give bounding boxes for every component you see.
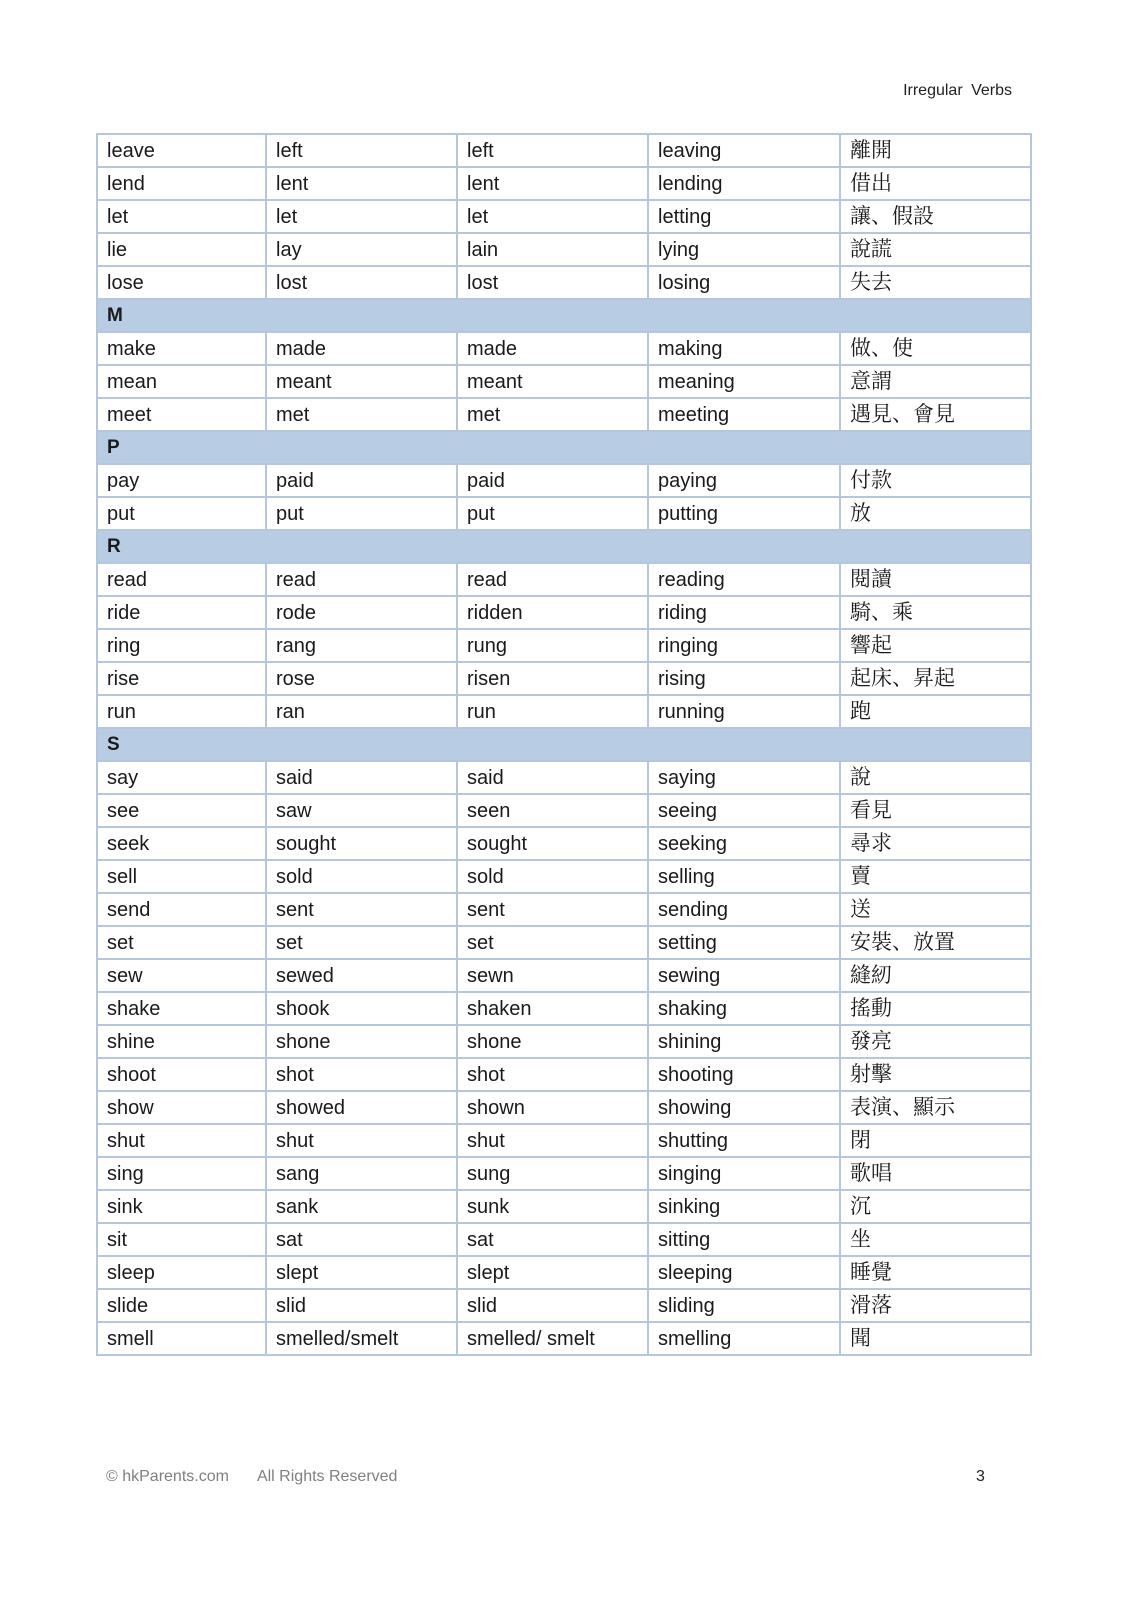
verb-row (97, 365, 1031, 398)
past-tense-cell: put (266, 497, 457, 530)
present-participle-cell: lying (648, 233, 840, 266)
chinese-meaning-cell: 送 (840, 893, 1031, 926)
base-form-cell: smell (97, 1322, 266, 1355)
present-participle-cell: riding (648, 596, 840, 629)
present-participle-cell: saying (648, 761, 840, 794)
chinese-meaning-cell: 表演、顯示 (840, 1091, 1031, 1124)
base-form-cell: set (97, 926, 266, 959)
present-participle-cell: losing (648, 266, 840, 299)
footer-credits (106, 1468, 397, 1486)
past-tense-cell: let (266, 200, 457, 233)
verb-row (97, 1322, 1031, 1355)
past-tense-cell: set (266, 926, 457, 959)
section-letter: S (97, 728, 1031, 761)
irregular-verbs-table (96, 133, 1032, 1356)
chinese-meaning-cell: 遇見、會見 (840, 398, 1031, 431)
past-tense-cell: rose (266, 662, 457, 695)
past-tense-cell: lay (266, 233, 457, 266)
chinese-meaning-cell: 尋求 (840, 827, 1031, 860)
present-participle-cell: ringing (648, 629, 840, 662)
verb-row (97, 827, 1031, 860)
past-participle-cell: left (457, 134, 648, 167)
past-tense-cell: shut (266, 1124, 457, 1157)
base-form-cell: seek (97, 827, 266, 860)
past-participle-cell: shown (457, 1091, 648, 1124)
chinese-meaning-cell: 發亮 (840, 1025, 1031, 1058)
present-participle-cell: sleeping (648, 1256, 840, 1289)
base-form-cell: sew (97, 959, 266, 992)
verb-row (97, 398, 1031, 431)
past-tense-cell: made (266, 332, 457, 365)
present-participle-cell: sinking (648, 1190, 840, 1223)
verb-row (97, 233, 1031, 266)
verb-row (97, 1091, 1031, 1124)
verb-row (97, 1289, 1031, 1322)
section-header-row (97, 530, 1031, 563)
present-participle-cell: leaving (648, 134, 840, 167)
past-tense-cell: ran (266, 695, 457, 728)
past-participle-cell: put (457, 497, 648, 530)
past-tense-cell: paid (266, 464, 457, 497)
base-form-cell: shut (97, 1124, 266, 1157)
base-form-cell: slide (97, 1289, 266, 1322)
base-form-cell: pay (97, 464, 266, 497)
present-participle-cell: sewing (648, 959, 840, 992)
chinese-meaning-cell: 安裝、放置 (840, 926, 1031, 959)
base-form-cell: shine (97, 1025, 266, 1058)
past-participle-cell: shot (457, 1058, 648, 1091)
verb-row (97, 563, 1031, 596)
base-form-cell: sit (97, 1223, 266, 1256)
chinese-meaning-cell: 做、使 (840, 332, 1031, 365)
past-participle-cell: sewn (457, 959, 648, 992)
present-participle-cell: shining (648, 1025, 840, 1058)
present-participle-cell: sitting (648, 1223, 840, 1256)
past-tense-cell: read (266, 563, 457, 596)
chinese-meaning-cell: 搖動 (840, 992, 1031, 1025)
past-participle-cell: paid (457, 464, 648, 497)
verb-row (97, 1058, 1031, 1091)
verb-row (97, 464, 1031, 497)
present-participle-cell: shutting (648, 1124, 840, 1157)
present-participle-cell: seeing (648, 794, 840, 827)
past-participle-cell: ridden (457, 596, 648, 629)
past-tense-cell: sent (266, 893, 457, 926)
chinese-meaning-cell: 跑 (840, 695, 1031, 728)
chinese-meaning-cell: 響起 (840, 629, 1031, 662)
chinese-meaning-cell: 滑落 (840, 1289, 1031, 1322)
present-participle-cell: setting (648, 926, 840, 959)
present-participle-cell: meaning (648, 365, 840, 398)
past-participle-cell: sent (457, 893, 648, 926)
past-participle-cell: sought (457, 827, 648, 860)
chinese-meaning-cell: 歌唱 (840, 1157, 1031, 1190)
past-tense-cell: lost (266, 266, 457, 299)
verb-row (97, 629, 1031, 662)
past-participle-cell: shut (457, 1124, 648, 1157)
past-participle-cell: rung (457, 629, 648, 662)
past-participle-cell: smelled/ smelt (457, 1322, 648, 1355)
past-participle-cell: seen (457, 794, 648, 827)
past-tense-cell: sought (266, 827, 457, 860)
chinese-meaning-cell: 閱讀 (840, 563, 1031, 596)
section-header-row (97, 728, 1031, 761)
verb-row (97, 266, 1031, 299)
past-participle-cell: sunk (457, 1190, 648, 1223)
present-participle-cell: running (648, 695, 840, 728)
verb-row (97, 1025, 1031, 1058)
base-form-cell: see (97, 794, 266, 827)
verb-row (97, 662, 1031, 695)
present-participle-cell: paying (648, 464, 840, 497)
past-participle-cell: sold (457, 860, 648, 893)
verb-row (97, 596, 1031, 629)
base-form-cell: show (97, 1091, 266, 1124)
past-tense-cell: meant (266, 365, 457, 398)
past-tense-cell: shot (266, 1058, 457, 1091)
past-participle-cell: lent (457, 167, 648, 200)
past-participle-cell: said (457, 761, 648, 794)
present-participle-cell: shooting (648, 1058, 840, 1091)
verb-row (97, 1190, 1031, 1223)
present-participle-cell: singing (648, 1157, 840, 1190)
chinese-meaning-cell: 睡覺 (840, 1256, 1031, 1289)
past-participle-cell: run (457, 695, 648, 728)
past-participle-cell: shone (457, 1025, 648, 1058)
past-participle-cell: met (457, 398, 648, 431)
section-header-row (97, 299, 1031, 332)
verb-row (97, 959, 1031, 992)
base-form-cell: put (97, 497, 266, 530)
base-form-cell: send (97, 893, 266, 926)
section-header-row (97, 431, 1031, 464)
base-form-cell: shoot (97, 1058, 266, 1091)
chinese-meaning-cell: 借出 (840, 167, 1031, 200)
present-participle-cell: putting (648, 497, 840, 530)
verb-row (97, 1124, 1031, 1157)
past-tense-cell: sank (266, 1190, 457, 1223)
chinese-meaning-cell: 付款 (840, 464, 1031, 497)
past-tense-cell: shone (266, 1025, 457, 1058)
verb-row (97, 860, 1031, 893)
verb-row (97, 761, 1031, 794)
chinese-meaning-cell: 起床、昇起 (840, 662, 1031, 695)
past-tense-cell: shook (266, 992, 457, 1025)
past-tense-cell: said (266, 761, 457, 794)
chinese-meaning-cell: 射擊 (840, 1058, 1031, 1091)
present-participle-cell: seeking (648, 827, 840, 860)
base-form-cell: sing (97, 1157, 266, 1190)
past-participle-cell: lost (457, 266, 648, 299)
past-participle-cell: set (457, 926, 648, 959)
verb-row (97, 1157, 1031, 1190)
chinese-meaning-cell: 離開 (840, 134, 1031, 167)
past-tense-cell: smelled/smelt (266, 1322, 457, 1355)
base-form-cell: sell (97, 860, 266, 893)
base-form-cell: ride (97, 596, 266, 629)
base-form-cell: mean (97, 365, 266, 398)
chinese-meaning-cell: 看見 (840, 794, 1031, 827)
chinese-meaning-cell: 閉 (840, 1124, 1031, 1157)
past-tense-cell: sewed (266, 959, 457, 992)
past-participle-cell: sat (457, 1223, 648, 1256)
present-participle-cell: showing (648, 1091, 840, 1124)
past-tense-cell: sang (266, 1157, 457, 1190)
present-participle-cell: selling (648, 860, 840, 893)
base-form-cell: sink (97, 1190, 266, 1223)
past-tense-cell: rode (266, 596, 457, 629)
past-tense-cell: met (266, 398, 457, 431)
base-form-cell: meet (97, 398, 266, 431)
page-header-title: Irregular Verbs (903, 82, 1012, 99)
section-letter: R (97, 530, 1031, 563)
past-tense-cell: showed (266, 1091, 457, 1124)
present-participle-cell: sliding (648, 1289, 840, 1322)
chinese-meaning-cell: 失去 (840, 266, 1031, 299)
past-participle-cell: shaken (457, 992, 648, 1025)
past-participle-cell: read (457, 563, 648, 596)
chinese-meaning-cell: 意謂 (840, 365, 1031, 398)
base-form-cell: leave (97, 134, 266, 167)
past-tense-cell: slept (266, 1256, 457, 1289)
verb-row (97, 794, 1031, 827)
chinese-meaning-cell: 說謊 (840, 233, 1031, 266)
past-participle-cell: meant (457, 365, 648, 398)
present-participle-cell: sending (648, 893, 840, 926)
present-participle-cell: letting (648, 200, 840, 233)
past-tense-cell: sold (266, 860, 457, 893)
past-tense-cell: saw (266, 794, 457, 827)
present-participle-cell: reading (648, 563, 840, 596)
section-letter: M (97, 299, 1031, 332)
base-form-cell: sleep (97, 1256, 266, 1289)
footer-copyright: © hkParents.com (106, 1468, 229, 1485)
chinese-meaning-cell: 坐 (840, 1223, 1031, 1256)
base-form-cell: shake (97, 992, 266, 1025)
chinese-meaning-cell: 賣 (840, 860, 1031, 893)
base-form-cell: ring (97, 629, 266, 662)
chinese-meaning-cell: 沉 (840, 1190, 1031, 1223)
past-tense-cell: rang (266, 629, 457, 662)
chinese-meaning-cell: 放 (840, 497, 1031, 530)
verb-row (97, 200, 1031, 233)
past-participle-cell: slid (457, 1289, 648, 1322)
past-participle-cell: lain (457, 233, 648, 266)
present-participle-cell: rising (648, 662, 840, 695)
verb-row (97, 332, 1031, 365)
base-form-cell: say (97, 761, 266, 794)
chinese-meaning-cell: 縫紉 (840, 959, 1031, 992)
base-form-cell: rise (97, 662, 266, 695)
past-tense-cell: slid (266, 1289, 457, 1322)
verb-row (97, 695, 1031, 728)
base-form-cell: lose (97, 266, 266, 299)
past-participle-cell: sung (457, 1157, 648, 1190)
base-form-cell: run (97, 695, 266, 728)
past-tense-cell: lent (266, 167, 457, 200)
base-form-cell: make (97, 332, 266, 365)
chinese-meaning-cell: 說 (840, 761, 1031, 794)
page-number: 3 (976, 1468, 985, 1485)
past-tense-cell: sat (266, 1223, 457, 1256)
base-form-cell: let (97, 200, 266, 233)
present-participle-cell: smelling (648, 1322, 840, 1355)
section-letter: P (97, 431, 1031, 464)
verb-row (97, 893, 1031, 926)
base-form-cell: lend (97, 167, 266, 200)
base-form-cell: lie (97, 233, 266, 266)
verb-row (97, 497, 1031, 530)
verb-row (97, 1256, 1031, 1289)
present-participle-cell: shaking (648, 992, 840, 1025)
chinese-meaning-cell: 讓、假設 (840, 200, 1031, 233)
past-participle-cell: slept (457, 1256, 648, 1289)
past-participle-cell: made (457, 332, 648, 365)
verb-row (97, 926, 1031, 959)
past-tense-cell: left (266, 134, 457, 167)
chinese-meaning-cell: 聞 (840, 1322, 1031, 1355)
chinese-meaning-cell: 騎、乘 (840, 596, 1031, 629)
verb-row (97, 134, 1031, 167)
verb-row (97, 1223, 1031, 1256)
verb-row (97, 992, 1031, 1025)
past-participle-cell: risen (457, 662, 648, 695)
base-form-cell: read (97, 563, 266, 596)
past-participle-cell: let (457, 200, 648, 233)
present-participle-cell: making (648, 332, 840, 365)
present-participle-cell: lending (648, 167, 840, 200)
present-participle-cell: meeting (648, 398, 840, 431)
verbs-table-body (97, 134, 1031, 1355)
footer-rights: All Rights Reserved (256, 1468, 398, 1485)
verb-row (97, 167, 1031, 200)
